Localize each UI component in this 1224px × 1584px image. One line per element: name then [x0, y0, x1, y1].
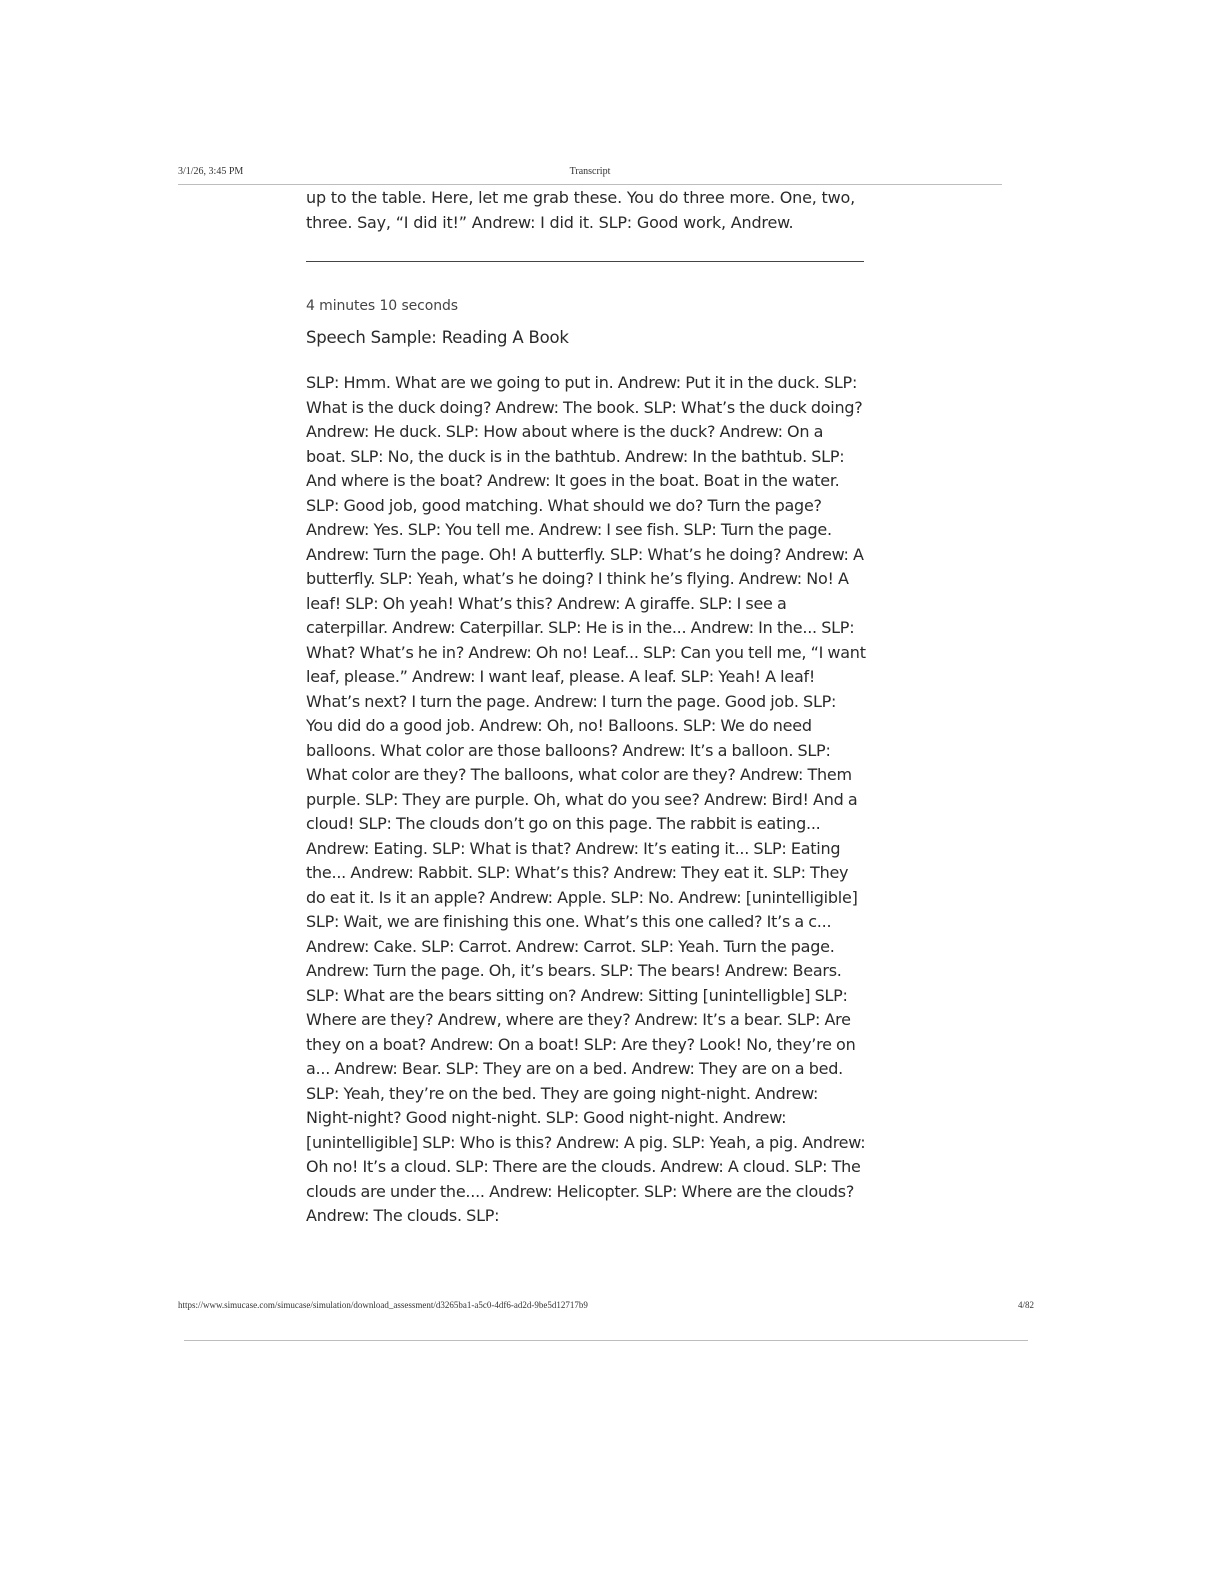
- previous-entry-text: up to the table. Here, let me grab these. You do three more. One, two, three. Say, “I did it!” Andrew: I did it. SLP: Good work, Andrew.: [306, 188, 855, 232]
- transcript-content: [306, 186, 866, 1229]
- page-number: 4/82: [1017, 1300, 1034, 1310]
- entry-timestamp: 4 minutes 10 seconds: [306, 298, 458, 314]
- entry-transcript-text: SLP: Hmm. What are we going to put in. Andrew: Put it in the duck. SLP: What is the duck doing? Andrew: The book. SLP: What’s the duck doing? Andrew: He duck. SLP: How about where is the duck? Andrew: On a boat. SLP: No, the duck is in the bathtub. Andrew: In the bathtub. SLP: And where is the boat? Andrew: It goes in the boat. Boat in the water. SLP: Good job, good matching. What should we do? Turn the page? Andrew: Yes. SLP: You tell me. Andrew: I see fish. SLP: Turn the page. Andrew: Turn the page. Oh! A butterfly. SLP: What’s he doing? Andrew: A butterfly. SLP: Yeah, what’s he doing? I think he’s flying. Andrew: No! A leaf! SLP: Oh yeah! What’s this? Andrew: A giraffe. SLP: I see a caterpillar. Andrew: Caterpillar. SLP: He is in the... Andrew: In the... SLP: What? What’s he in? Andrew: Oh no! Leaf... SLP: Can you tell me, “I want leaf, please.” Andrew: I want leaf, please. A leaf. SLP: Yeah! A leaf! What’s next? I turn the page. Andrew: I turn the page. Good job. SLP: You did do a good job. Andrew: Oh, no! Balloons. SLP: We do need balloons. What color are those balloons? Andrew: It’s a balloon. SLP: What color are they? The balloons, what color are they? Andrew: Them purple. SLP: They are purple. Oh, what do you see? Andrew: Bird! And a cloud! SLP: The clouds don’t go on this page. The rabbit is eating... Andrew: Eating. SLP: What is that? Andrew: It’s eating it... SLP: Eating the... Andrew: Rabbit. SLP: What’s this? Andrew: They eat it. SLP: They do eat it. Is it an apple? Andrew: Apple. SLP: No. Andrew: [unintelligible] SLP: Wait, we are finishing this one. What’s this one called? It’s a c... Andrew: Cake. SLP: Carrot. Andrew: Carrot. SLP: Yeah. Turn the page. Andrew: Turn the page. Oh, it’s bears. SLP: The bears! Andrew: Bears. SLP: What are the bears sitting on? Andrew: Sitting [unintelligble] SLP: Where are they? Andrew, where are they? Andrew: It’s a bear. SLP: Are they on a boat? Andrew: On a boat! SLP: Are they? Look! No, they’re on a... Andrew: Bear. SLP: They are on a bed. Andrew: They are on a bed. SLP: Yeah, they’re on the bed. They are going night-night. Andrew: Night-night? Good night-night. SLP: Good night-night. Andrew: [unintelligible] SLP: Who is this? Andrew: A pig. SLP: Yeah, a pig. Andrew: Oh no! It’s a cloud. SLP: There are the clouds. Andrew: A cloud. SLP: The clouds are under the.... Andrew: Helicopter. SLP: Where are the clouds? Andrew: The clouds. SLP:: [306, 373, 866, 1225]
- print-url: https://www.simucase.com/simucase/simulation/download_assessment/d3265ba1-a5c0-4df6-ad2d-9be5d12717b9: [178, 1300, 588, 1310]
- entry-title: Speech Sample: Reading A Book: [306, 328, 569, 347]
- footer-divider: [184, 1340, 1028, 1341]
- print-date: 3/1/26, 3:45 PM: [178, 166, 244, 177]
- entry-divider: [306, 261, 864, 262]
- print-title: Transcript: [569, 166, 611, 177]
- print-header: [178, 166, 1002, 185]
